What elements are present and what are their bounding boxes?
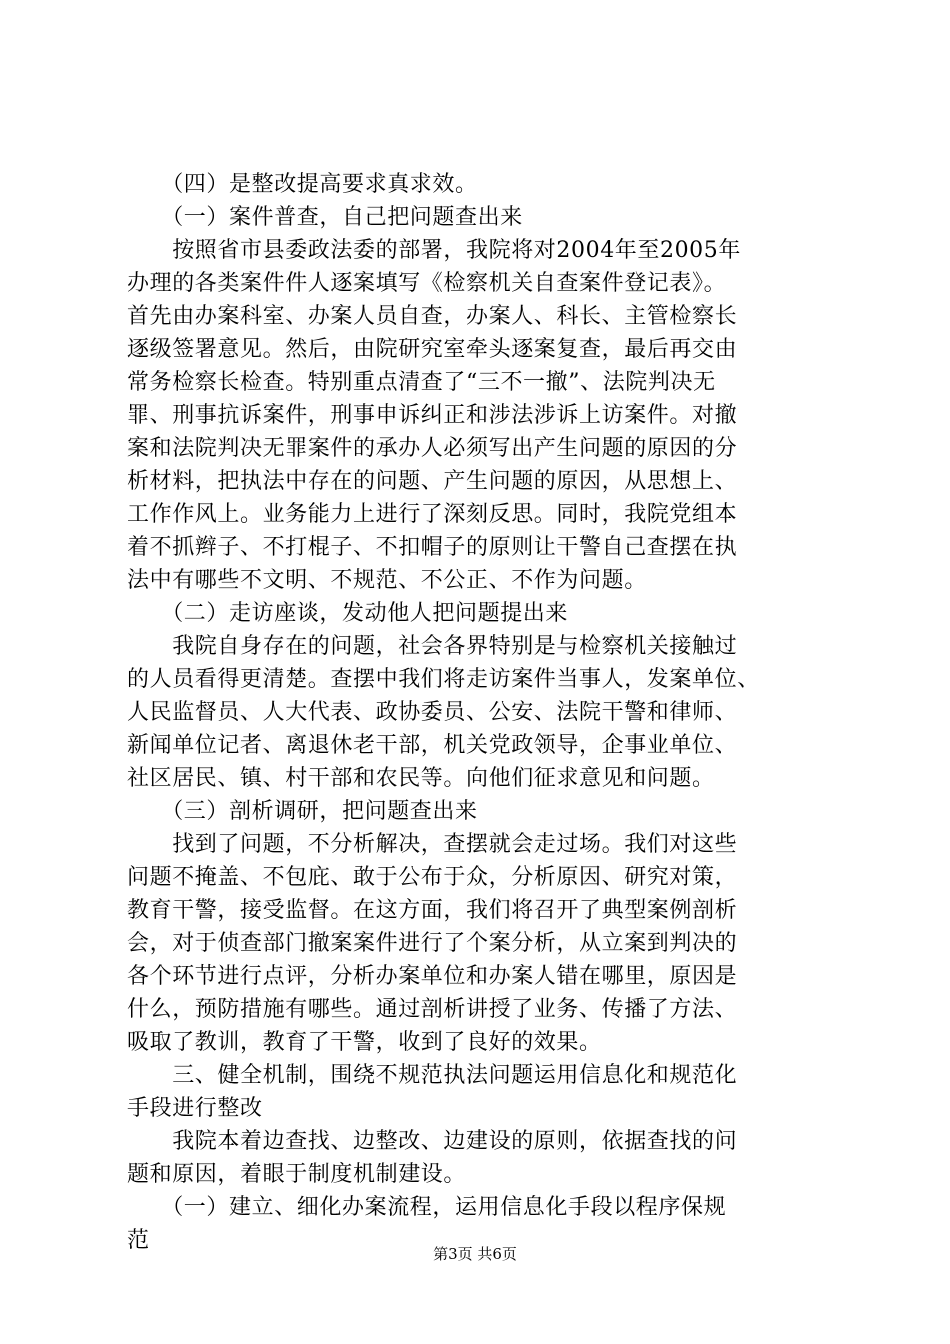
text-line: 析材料，把执法中存在的问题、产生问题的原因，从思想上、 xyxy=(127,469,738,494)
text-line: 题和原因，着眼于制度机制建设。 xyxy=(127,1162,467,1187)
text-line: 什么，预防措施有哪些。通过剖析讲授了业务、传播了方法、 xyxy=(127,997,738,1022)
text-line: 范 xyxy=(127,1228,150,1253)
text-line: 社区居民、镇、村干部和农民等。向他们征求意见和问题。 xyxy=(127,766,715,791)
text-line: 找到了问题，不分析解决，查摆就会走过场。我们对这些 xyxy=(127,832,738,857)
text-line: 会，对于侦查部门撤案案件进行了个案分析，从立案到判决的 xyxy=(127,931,738,956)
text-line: 我院本着边查找、边整改、边建设的原则，依据查找的问 xyxy=(127,1129,738,1154)
text-line: （二）走访座谈，发动他人把问题提出来 xyxy=(127,601,569,626)
text-line: 我院自身存在的问题，社会各界特别是与检察机关接触过 xyxy=(127,634,738,659)
text-line: （三）剖析调研，把问题查出来 xyxy=(127,799,478,824)
text-line: 逐级签署意见。然后，由院研究室牵头逐案复查，最后再交由 xyxy=(127,337,738,362)
text-line: 办理的各类案件件人逐案填写《检察机关自查案件登记表》。 xyxy=(127,271,727,296)
text-line: 按照省市县委政法委的部署，我院将对2004年至2005年 xyxy=(127,238,741,263)
text-line: 手段进行整改 xyxy=(127,1096,263,1121)
text-line: 人民监督员、人大代表、政协委员、公安、法院干警和律师、 xyxy=(127,700,738,725)
text-line: 法中有哪些不文明、不规范、不公正、不作为问题。 xyxy=(127,568,647,593)
text-line: （四）是整改提高要求真求效。 xyxy=(127,172,478,197)
text-line: 教育干警，接受监督。在这方面，我们将召开了典型案例剖析 xyxy=(127,898,738,923)
text-line: 吸取了教训，教育了干警，收到了良好的效果。 xyxy=(127,1030,602,1055)
text-line: 三、健全机制，围绕不规范执法问题运用信息化和规范化 xyxy=(127,1063,738,1088)
text-line: 常务检察长检查。特别重点清查了“三不一撤”、法院判决无 xyxy=(127,370,716,395)
text-line: 罪、刑事抗诉案件，刑事申诉纠正和涉法涉诉上访案件。对撤 xyxy=(127,403,738,428)
text-line: 各个环节进行点评，分析办案单位和办案人错在哪里，原因是 xyxy=(127,964,738,989)
text-line: 首先由办案科室、办案人员自查，办案人、科长、主管检察长 xyxy=(127,304,738,329)
text-line: 工作作风上。业务能力上进行了深刻反思。同时，我院党组本 xyxy=(127,502,738,527)
text-line: 的人员看得更清楚。查摆中我们将走访案件当事人，发案单位、 xyxy=(127,667,760,692)
text-line: 问题不掩盖、不包庇、敢于公布于众，分析原因、研究对策， xyxy=(127,865,738,890)
text-line: 案和法院判决无罪案件的承办人必须写出产生问题的原因的分 xyxy=(127,436,738,461)
text-line: 着不抓辫子、不打棍子、不扣帽子的原则让干警自己查摆在执 xyxy=(127,535,738,560)
text-line: （一）建立、细化办案流程，运用信息化手段以程序保规 xyxy=(127,1195,727,1220)
text-line: 新闻单位记者、离退休老干部，机关党政领导，企事业单位、 xyxy=(127,733,738,758)
page-number-footer: 第3页 共6页 xyxy=(433,1245,517,1263)
text-line: （一）案件普查，自己把问题查出来 xyxy=(127,205,523,230)
document-body xyxy=(127,168,833,1257)
